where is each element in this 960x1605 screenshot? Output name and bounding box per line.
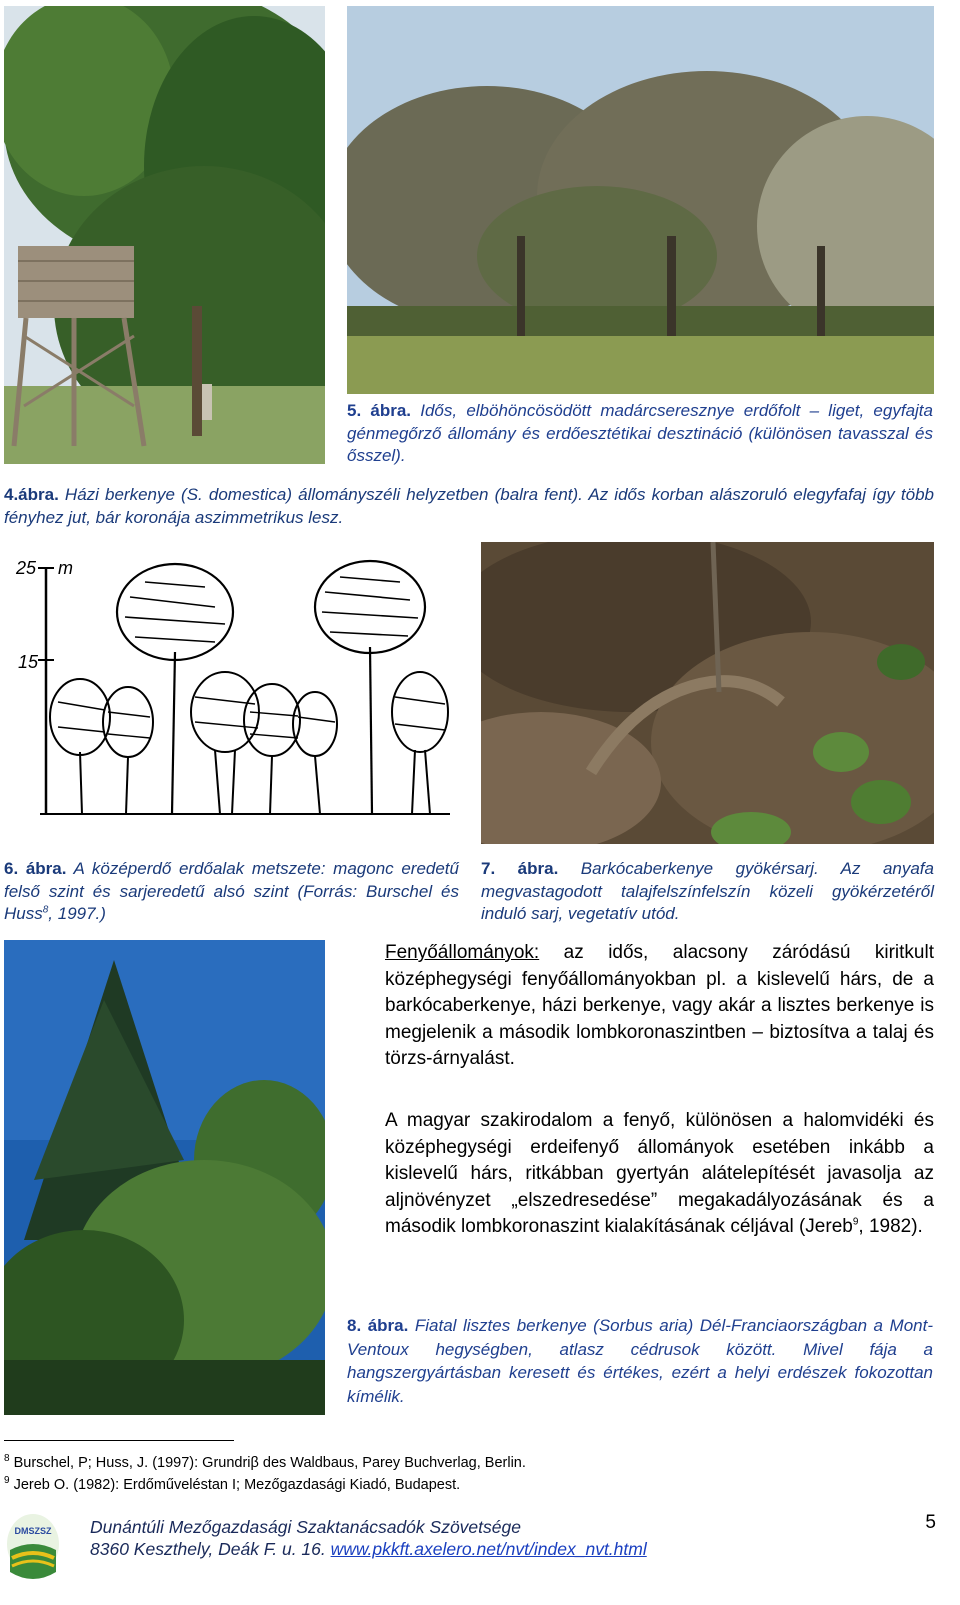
- paragraph-szakirodalom: [385, 1108, 934, 1241]
- caption-text: A középerdő erdőalak metszete: magonc eredetű felső szint és sarjeredetű alsó szint (Forrás: Burschel és Huss: [4, 859, 459, 923]
- page-number: 5: [925, 1512, 936, 1533]
- paragraph-heading: Fenyőállományok:: [385, 942, 540, 963]
- footer-link[interactable]: www.pkkft.axelero.net/nvt/index_nvt.html: [330, 1539, 647, 1559]
- scale-unit-m: m: [58, 558, 73, 578]
- photo-gyokersarj: [481, 542, 934, 844]
- caption-fig5: [347, 400, 933, 468]
- caption-text: Házi berkenye (S. domestica) állományszéli helyzetben (balra fent). Az idős korban alászoruló elegyfafaj így több fényhez jut, bár koronája aszimmetrikus lesz.: [4, 485, 934, 527]
- footnote-text: Jereb O. (1982): Erdőműveléstan I; Mezőgazdasági Kiadó, Budapest.: [13, 1477, 461, 1493]
- footer: [90, 1516, 910, 1560]
- svg-text:DMSZSZ: DMSZSZ: [14, 1526, 52, 1536]
- caption-text-end: , 1997.): [48, 904, 106, 923]
- dmszsz-logo: [4, 1510, 62, 1592]
- footnote-text: Burschel, P; Huss, J. (1997): Grundriβ des Waldbaus, Parey Buchverlag, Berlin.: [13, 1455, 526, 1471]
- caption-label: 8. ábra.: [347, 1316, 409, 1335]
- footnote-ref: 9: [852, 1216, 859, 1228]
- footnote-ref: 8: [42, 904, 49, 916]
- paragraph-text: az idős, alacsony záródású kiritkult középhegységi fenyőállományokban pl. a kislevelű hárs, de a barkócaberkenye, házi berkenye, vagy akár a lisztes berkenye is megjelenik a második lombkoronaszintben – biztosítva a talaj és törzs-árnyalást.: [385, 942, 934, 1069]
- caption-label: 4.ábra.: [4, 485, 59, 504]
- caption-text: Idős, elböhöncösödött madárcseresznye erdőfolt – liget, egyfajta génmegőrző állomány és erdőesztétikai desztináció (különösen tavasszal és ősszel).: [347, 401, 933, 465]
- scale-label-15: 15: [18, 652, 39, 672]
- drawing-kozeperdo: [10, 552, 455, 824]
- caption-label: 6. ábra.: [4, 859, 67, 878]
- footer-org: Dunántúli Mezőgazdasági Szaktanácsadók Szövetsége: [90, 1517, 521, 1537]
- footnote-number: 9: [4, 1475, 10, 1487]
- caption-fig7: [481, 858, 934, 926]
- caption-fig8: [347, 1314, 933, 1408]
- footnote-item: [4, 1474, 904, 1496]
- caption-fig4: [4, 484, 934, 529]
- footnote-number: 8: [4, 1453, 10, 1465]
- photo-hazi-berkenye: [4, 6, 325, 464]
- paragraph-text-end: , 1982).: [858, 1216, 923, 1237]
- scale-label-25: 25: [16, 558, 37, 578]
- footer-address: 8360 Keszthely, Deák F. u. 16.: [90, 1539, 331, 1559]
- footer-address-line: [90, 1538, 910, 1560]
- caption-label: 7. ábra.: [481, 859, 559, 878]
- paragraph-fenyoallomanyok: [385, 940, 934, 1073]
- paragraph-text: A magyar szakirodalom a fenyő, különösen a halomvidéki és középhegységi erdeifenyő állományok esetében inkább a kislevelű hárs, ritkábban gyertyán alátelepítését javasolja az aljnövényzet „elszedresedése” megakadályozásának és a második lombkoronaszint kialakításának céljával (Jereb: [385, 1110, 934, 1237]
- photo-lisztes-berkenye: [4, 940, 325, 1415]
- caption-fig6: [4, 858, 459, 926]
- footnote-item: [4, 1452, 904, 1474]
- caption-text: Fiatal lisztes berkenye (Sorbus aria) Dél-Franciaországban a Mont-Ventoux hegységben, atlasz cédrusok között. Mivel fája a hangszergyártásban keresett és értékes, ezért a helyi erdészek fokozottan kímélik.: [347, 1316, 933, 1406]
- caption-label: 5. ábra.: [347, 401, 412, 420]
- photo-madarcseresznye: [347, 6, 934, 394]
- caption-text: Barkócaberkenye gyökérsarj. Az anyafa megvastagodott talajfelszínfelszín közeli gyökérzetéről induló sarj, vegetatív utód.: [481, 859, 934, 923]
- footnotes: [4, 1452, 904, 1496]
- footnote-divider: [4, 1440, 234, 1441]
